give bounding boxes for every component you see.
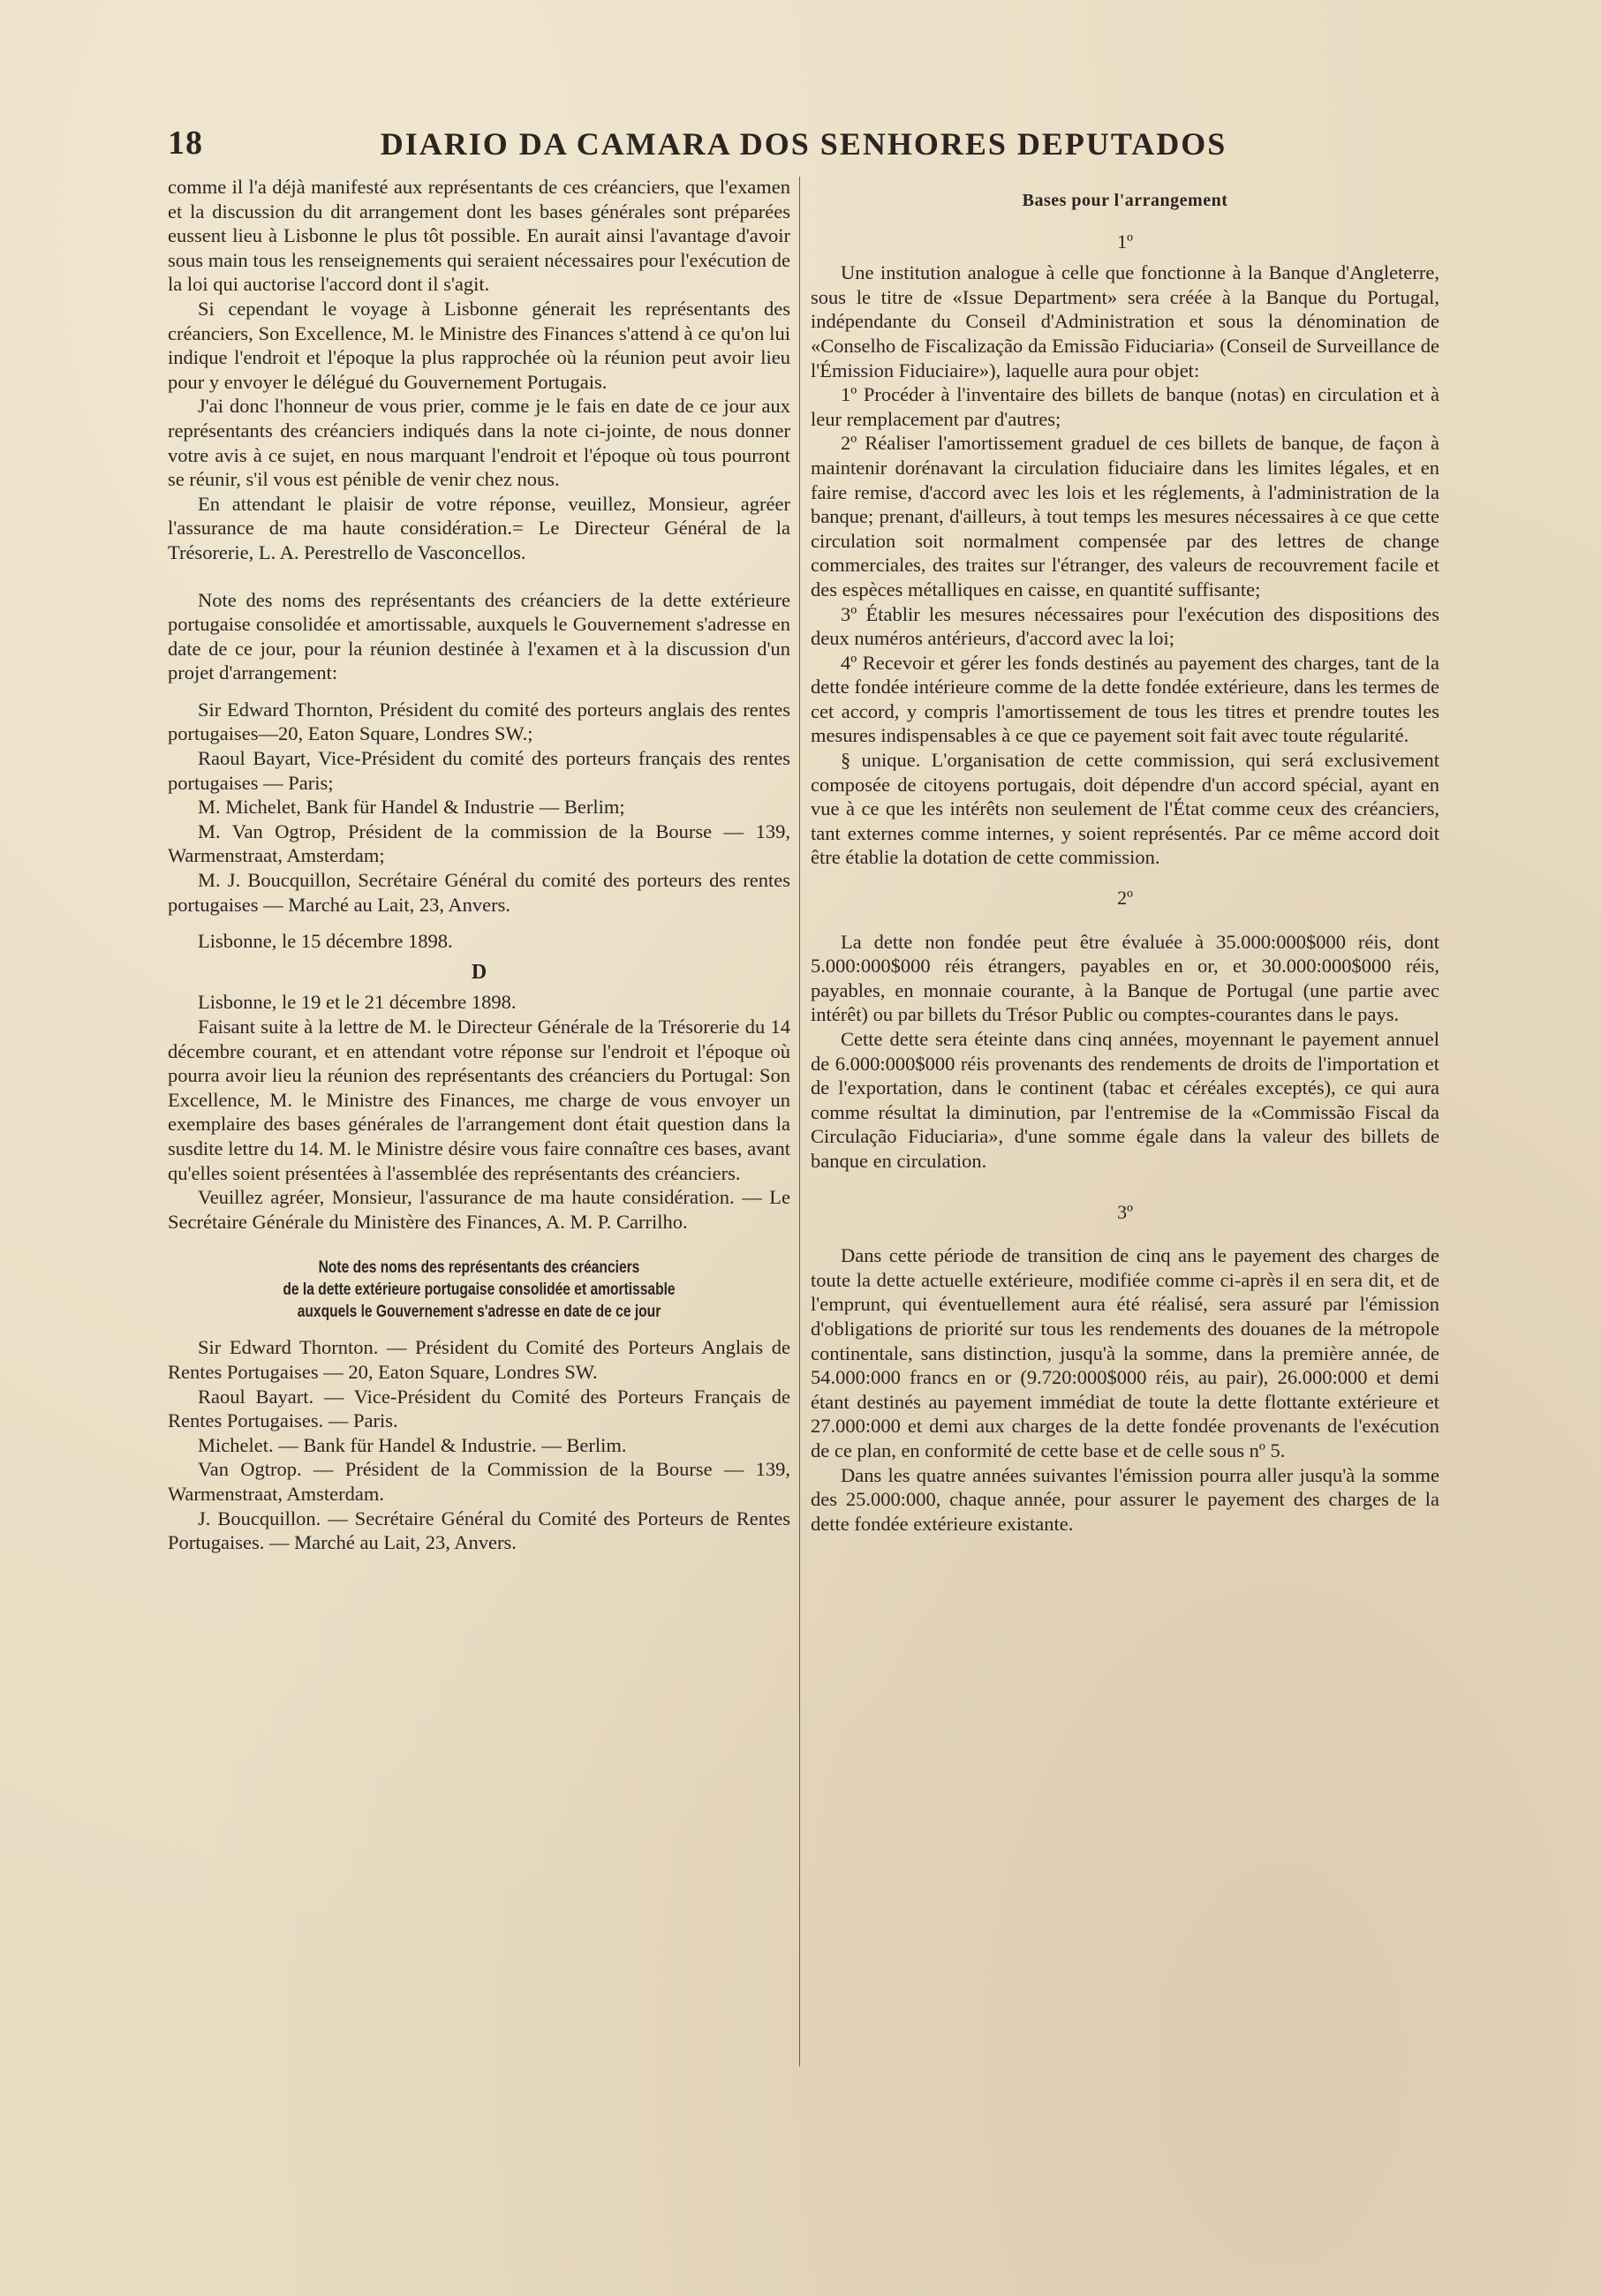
note-heading-line: de la dette extérieure portugaise consolidée et amortissable (283, 1280, 676, 1300)
list-item: 4º Recevoir et gérer les fonds destinés au payement des charges, tant de la dette fondée intérieure comme de la dette fondée extérieure, dans les termes de cet accord, y compris l'amortissement de tous les titres et prendre toutes les mesures indispensables à ce que ce payement soit fait avec toute régularité. (811, 651, 1439, 747)
paragraph: Cette dette sera éteinte dans cinq années, moyennant le payement annuel de 6.000:000$000 réis provenants des rendements de droits de l'importation et de l'exportation, dans le continent (tabac et céréales exceptés), ce qui aura comme résultat la diminution, par l'entremise de la «Commissão Fiscal da Circulação Fiduciaria», d'une somme égale dans la valeur des billets de banque en circulation. (811, 1028, 1439, 1172)
paragraph: Faisant suite à la lettre de M. le Directeur Générale de la Trésorerie du 14 décembre courant, et en attendant votre réponse sur l'endroit et l'époque où pourra avoir lieu la réunion des représentants des créanciers du Portugal: Son Excellence, M. le Ministre des Finances, me charge de vous envoyer un exemplaire des bases générales de l'arrangement dont était question dans la susdite lettre du 14. M. le Ministre désire vous faire connaître ces bases, avant qu'elles soient présentées à l'assemblée des représentants des créanciers. (168, 1016, 790, 1184)
journal-title: DIARIO DA CAMARA DOS SENHORES DEPUTADOS (380, 126, 1227, 162)
paragraph: Dans cette période de transition de cinq ans le payement des charges de toute la dette actuelle extérieure, modifiée comme ci-après il en sera dit, et de l'emprunt, qui éventuellement aura été réalisé, sera assuré par l'émission d'obligations de priorité sur tous les rendements des douanes de la métropole continentale, sans distinction, jusqu'à la somme, dans la première année, de 54.000:000 francs en or (9.720:000$000 réis, au pair), 26.000:000 et demi étant destinés au payement immédiat de toute la dette flottante extérieure et 27.000:000 et demi aux charges de la dette fondée provenants de l'exécution de ce plan, en conformité de cette base et de celle sous nº 5. (811, 1244, 1439, 1461)
paragraph: J'ai donc l'honneur de vous prier, comme je le fais en date de ce jour aux représentants des créanciers indiqués dans la note ci-jointe, de nous donner votre avis à ce sujet, en nous marquant l'endroit et l'époque où tous pourront se réunir, s'il vous est pénible de venir chez nous. (168, 395, 790, 491)
list-item: 3º Établir les mesures nécessaires pour l'exécution des dispositions des deux numéros antérieurs, d'accord avec la loi; (811, 602, 1439, 650)
list-item: 2º Réaliser l'amortissement graduel de ces billets de banque, de façon à maintenir dorénavant la circulation fiduciaire dans les limites légales, et en faire remise, d'accord avec les lois et les réglements, à l'administration de la banque; prenant, d'ailleurs, à tout temps les mesures nécessaires à ce que cette circulation soit normalment compensée par des lettres de change commerciales, des traites sur l'étranger, des valeurs de recouvrement facile et des espèces métalliques en caisse, en quantité suffisante; (811, 432, 1439, 600)
list-item: M. Michelet, Bank für Handel & Industrie — Berlim; (198, 796, 625, 819)
left-column (168, 175, 790, 1555)
section-letter: D (471, 960, 487, 984)
paragraph: La dette non fondée peut être évaluée à 35.000:000$000 réis, dont 5.000:000$000 réis étrangers, payables en or, et 30.000:000$000 réis, payables, en monnaie courante, à la Banque de Portugal (une partie avec intérêt) ou par billets du Trésor Public ou comptes-courantes dans le pays. (811, 930, 1439, 1026)
date-line: Lisbonne, le 15 décembre 1898. (198, 930, 453, 953)
list-item: § unique. L'organisation de cette commission, qui será exclusivement composée de citoyens portugais, doit dépendre d'un accord spécial, ayant en vue à ce que les intérêts non seulement de l'État comme ceux des créanciers, tant externes comme internes, y soient représentés. Par ce même accord doit être établie la dotation de cette commission. (811, 749, 1439, 869)
list-item: M. Van Ogtrop, Président de la commission de la Bourse — 139, Warmenstraat, Amsterdam; (168, 819, 790, 867)
list-item: Raoul Bayart, Vice-Président du comité des porteurs français des rentes portugaises — Paris; (168, 747, 790, 794)
date-line: Lisbonne, le 19 et le 21 décembre 1898. (198, 991, 517, 1014)
paragraph: Dans les quatre années suivantes l'émission pourra aller jusqu'à la somme des 25.000:000, chaque année, pour assurer le payement des charges de la dette fondée extérieure existante. (811, 1463, 1439, 1535)
list-item: Sir Edward Thornton. — Président du Comité des Porteurs Anglais de Rentes Portugaises — 20, Eaton Square, Londres SW. (168, 1336, 790, 1383)
page-header (168, 124, 1439, 177)
right-column (811, 189, 1439, 1536)
list-item: Michelet. — Bank für Handel & Industrie. — Berlim. (198, 1433, 627, 1456)
list-item: J. Boucquillon. — Secrétaire Général du Comité des Porteurs de Rentes Portugaises. — Marché au Lait, 23, Anvers. (168, 1507, 790, 1554)
paragraph: Une institution analogue à celle que fonctionne à la Banque d'Angleterre, sous le titre de «Issue Department» sera créée à la Banque du Portugal, indépendante du Conseil d'Administration et sous la dénomination de «Conselho de Fiscalização da Emissão Fiduciaria» (Conseil de Surveillance de l'Émission Fiduciaire»), laquelle aura pour objet: (811, 261, 1439, 381)
section-title: Bases pour l'arrangement (1022, 191, 1228, 210)
list-item: Van Ogtrop. — Président de la Commission de la Bourse — 139, Warmenstraat, Amsterdam. (168, 1458, 790, 1505)
paragraph: comme il l'a déjà manifesté aux représentants de ces créanciers, que l'examen et la discussion du dit arrangement dont les bases générales sont préparées eussent lieu à Lisbonne le plus tôt possible. En aurait ainsi l'avantage d'avoir sous main tous les renseignements qui seraient nécessaires pour l'exécution de la loi qui auctorise l'accord dont il s'agit. (168, 176, 790, 296)
section-number: 1º (1117, 230, 1133, 253)
note-intro: Note des noms des représentants des créanciers de la dette extérieure portugaise consolidée et amortissable, auxquels le Gouvernement s'adresse en date de ce jour, pour la réunion destinée à l'examen et à la discussion d'un projet d'arrangement: (168, 588, 790, 684)
note-heading-line: Note des noms des représentants des créanciers (318, 1258, 640, 1278)
section-number: 3º (1117, 1200, 1133, 1223)
note-heading-line: auxquels le Gouvernement s'adresse en date de ce jour (297, 1303, 661, 1322)
paragraph: En attendant le plaisir de votre réponse, veuillez, Monsieur, agréer l'assurance de ma haute considération.= Le Directeur Général de la Trésorerie, L. A. Perestrello de Vasconcellos. (168, 492, 790, 563)
section-number: 2º (1117, 887, 1133, 910)
list-item: Raoul Bayart. — Vice-Président du Comité des Porteurs Français de Rentes Portugaises. — Paris. (168, 1385, 790, 1432)
note-heading (223, 1257, 734, 1323)
list-item: 1º Procéder à l'inventaire des billets de banque (notas) en circulation et à leur remplacement par d'autres; (811, 383, 1439, 430)
paragraph: Si cependant le voyage à Lisbonne génerait les représentants des créanciers, Son Excellence, M. le Ministre des Finances s'attend à ce qu'on lui indique l'endroit et l'époque la plus rapprochée où la réunion peut avoir lieu pour y envoyer le délégué du Gouvernement Portugais. (168, 297, 790, 393)
list-item: M. J. Boucquillon, Secrétaire Général du comité des porteurs des rentes portugaises — Marché au Lait, 23, Anvers. (168, 869, 790, 916)
list-item: Sir Edward Thornton, Président du comité des porteurs anglais des rentes portugaises—20, Eaton Square, Londres SW.; (168, 698, 790, 745)
paragraph: Veuillez agréer, Monsieur, l'assurance de ma haute considération. — Le Secrétaire Générale du Ministère des Finances, A. M. P. Carrilho. (168, 1186, 790, 1233)
column-divider (799, 177, 800, 2066)
page-number: 18 (168, 125, 203, 162)
